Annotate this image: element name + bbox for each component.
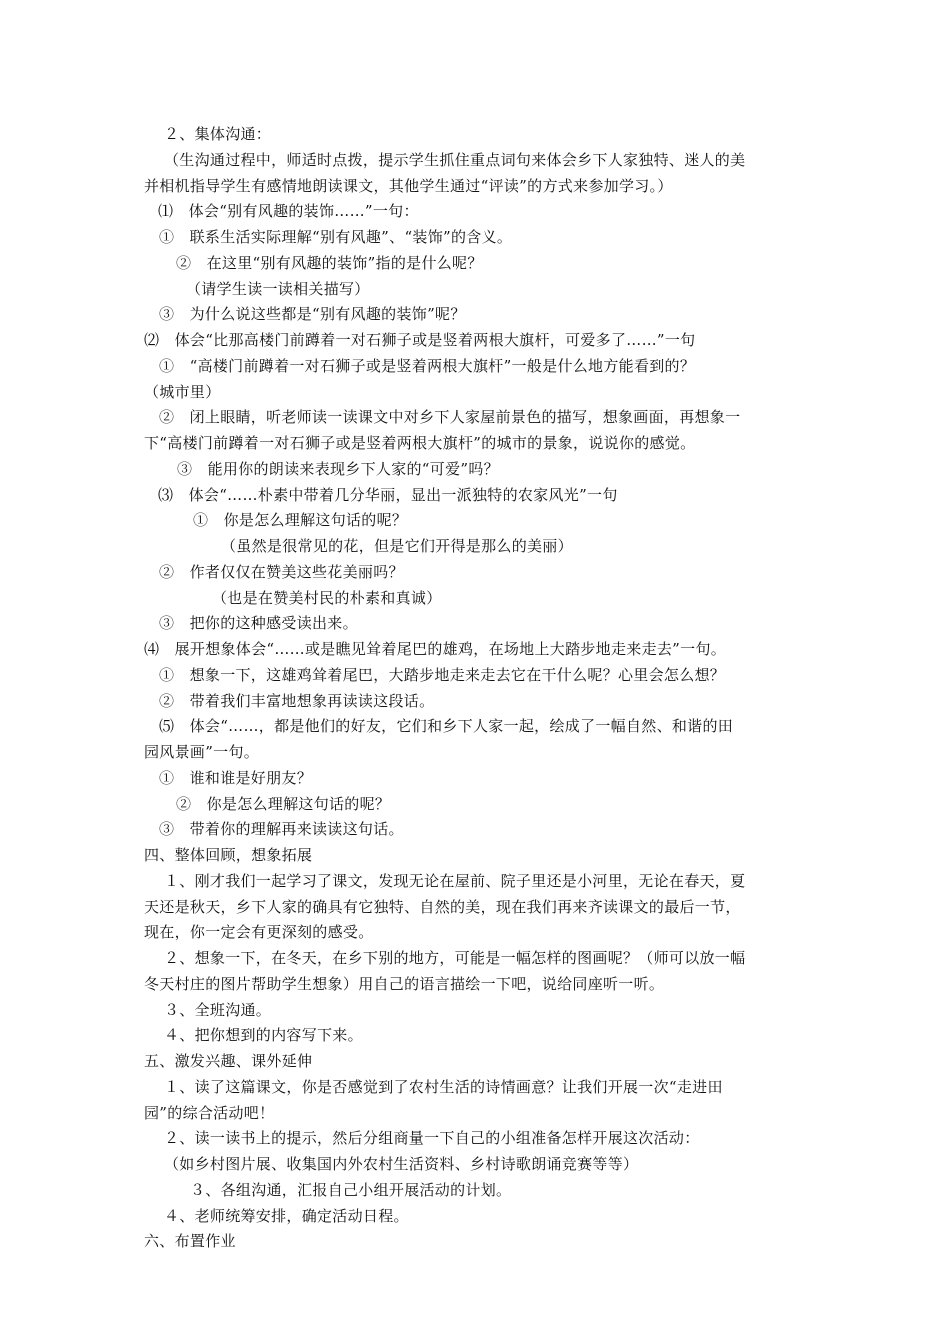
text-line: 园风景画”一句。	[144, 743, 260, 761]
text-line: 并相机指导学生有感情地朗读课文，其他学生通过“评读”的方式来参加学习。）	[144, 177, 673, 195]
text-line: 现在，你一定会有更深刻的感受。	[144, 923, 374, 941]
text-line: ① “高楼门前蹲着一对石狮子或是竖着两根大旗杆”一般是什么地方能看到的？	[159, 357, 696, 375]
text-line: ③ 为什么说这些都是“别有风趣的装饰”呢？	[159, 305, 466, 323]
text-line: ② 带着我们丰富地想象再读读这段话。	[159, 692, 435, 710]
text-line: ４、老师统筹安排，确定活动日程。	[164, 1207, 409, 1225]
text-line: ② 闭上眼睛，听老师读一读课文中对乡下人家屋前景色的描写，想象画面，再想象一	[159, 408, 741, 426]
text-line: １、读了这篇课文，你是否感觉到了农村生活的诗情画意？让我们开展一次“走进田	[164, 1078, 723, 1096]
section-heading: 五、激发兴趣、课外延伸	[144, 1052, 313, 1070]
text-line: 下“高楼门前蹲着一对石狮子或是竖着两根大旗杆”的城市的景象，说说你的感觉。	[144, 434, 696, 452]
text-line: 天还是秋天，乡下人家的确具有它独特、自然的美，现在我们再来齐读课文的最后一节，	[144, 898, 741, 916]
text-line: （生沟通过程中，师适时点拨，提示学生抓住重点词句来体会乡下人家独特、迷人的美	[164, 151, 746, 169]
text-line: ② 你是怎么理解这句话的呢？	[176, 795, 391, 813]
text-line: 冬天村庄的图片帮助学生想象）用自己的语言描绘一下吧，说给同座听一听。	[144, 975, 665, 993]
text-line: （如乡村图片展、收集国内外农村生活资料、乡村诗歌朗诵竞赛等等）	[164, 1155, 639, 1173]
text-line: ① 你是怎么理解这句话的呢？	[193, 511, 408, 529]
section-heading: 六、布置作业	[144, 1232, 236, 1250]
text-line: ② 作者仅仅在赞美这些花美丽吗？	[159, 563, 404, 581]
text-line: ⑶ 体会“……朴素中带着几分华丽，显出一派独特的农家风光”一句	[158, 486, 618, 504]
text-line: ３、全班沟通。	[164, 1001, 272, 1019]
text-line: ４、把你想到的内容写下来。	[164, 1026, 363, 1044]
text-line: ２、集体沟通：	[164, 125, 272, 143]
text-line: ① 联系生活实际理解“别有风趣”、“装饰”的含义。	[159, 228, 513, 246]
text-line: ３、各组沟通，汇报自己小组开展活动的计划。	[190, 1181, 512, 1199]
text-line: ③ 把你的这种感受读出来。	[159, 614, 358, 632]
text-line: 园”的综合活动吧！	[144, 1104, 275, 1122]
text-line: （请学生读一读相关描写）	[186, 280, 370, 298]
section-heading: 四、整体回顾，想象拓展	[144, 846, 313, 864]
text-line: ２、想象一下，在冬天，在乡下别的地方，可能是一幅怎样的图画呢？（师可以放一幅	[164, 949, 746, 967]
text-line: ⑴ 体会“别有风趣的装饰……”一句：	[158, 202, 419, 220]
text-line: ③ 带着你的理解再来读读这句话。	[159, 820, 404, 838]
text-line: ① 谁和谁是好朋友？	[159, 769, 313, 787]
text-line: （也是在赞美村民的朴素和真诚）	[212, 589, 442, 607]
text-line: ② 在这里“别有风趣的装饰”指的是什么呢？	[176, 254, 483, 272]
text-line: ２、读一读书上的提示，然后分组商量一下自己的小组准备怎样开展这次活动：	[164, 1129, 700, 1147]
text-line: （城市里）	[144, 383, 221, 401]
text-line: １、刚才我们一起学习了课文，发现无论在屋前、院子里还是小河里，无论在春天，夏	[164, 872, 746, 890]
text-line: ⑸ 体会“……，都是他们的好友，它们和乡下人家一起，绘成了一幅自然、和谐的田	[159, 717, 734, 735]
text-line: ① 想象一下，这雄鸡耸着尾巴，大踏步地走来走去它在干什么呢？心里会怎么想？	[159, 666, 726, 684]
text-line: ⑵ 体会“比那高楼门前蹲着一对石狮子或是竖着两根大旗杆，可爱多了……”一句	[144, 331, 696, 349]
text-line: （虽然是很常见的花，但是它们开得是那么的美丽）	[221, 537, 573, 555]
text-line: ⑷ 展开想象体会“……或是瞧见耸着尾巴的雄鸡，在场地上大踏步地走来走去”一句。	[144, 640, 727, 658]
text-line: ③ 能用你的朗读来表现乡下人家的“可爱”吗？	[177, 460, 499, 478]
